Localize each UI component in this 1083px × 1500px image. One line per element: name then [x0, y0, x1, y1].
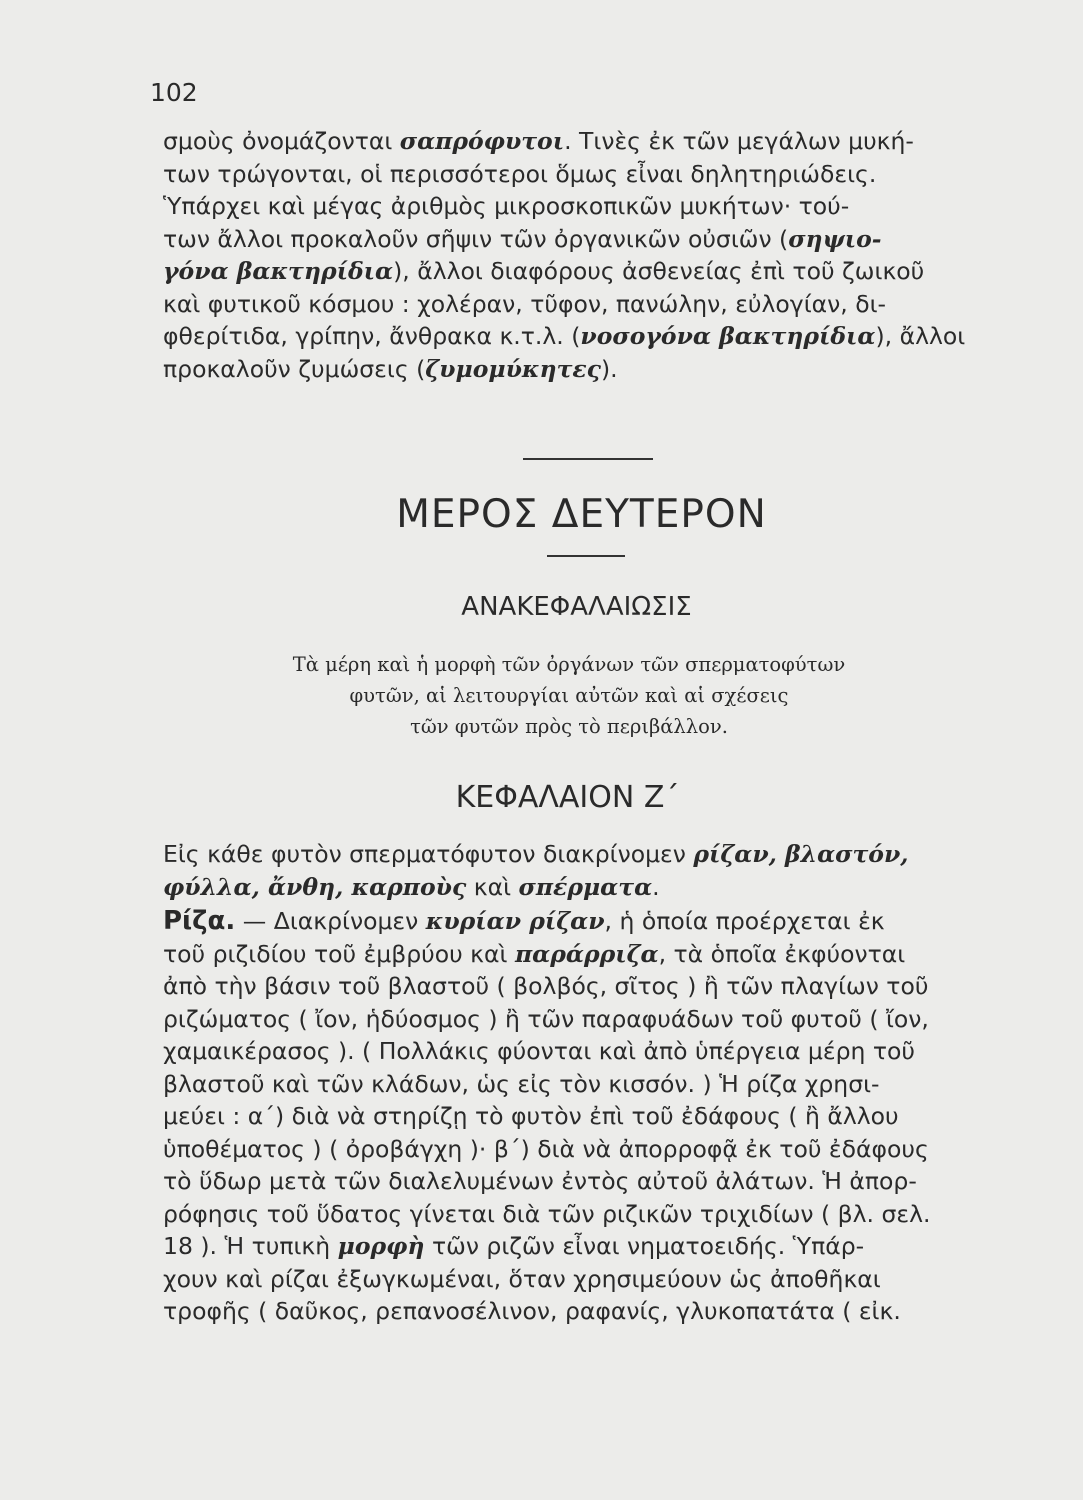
emphasized-term: σηψιο- [788, 224, 882, 253]
emphasized-term: μορφὴ [337, 1232, 425, 1260]
text-line [163, 1035, 1013, 1068]
text-segment: χουν καὶ ρίζαι ἐξωγκωμέναι, ὅταν χρησιμεύουν ὡς ἀποθῆκαι [163, 1264, 881, 1293]
emphasized-term: νοσογόνα βακτηρίδια [580, 322, 876, 350]
text-segment: ), ἄλλοι διαφόρους ἀσθενείας ἐπὶ τοῦ ζωικοῦ [393, 257, 925, 285]
text-line [163, 838, 1013, 871]
emphasized-term: γόνα βακτηρίδια [163, 257, 394, 285]
chapter-title: ΚΕΦΑΛΑΙΟΝ Ζ΄ [455, 780, 680, 815]
text-segment: των τρώγονται, οἱ περισσότεροι ὅμως εἶναι δηλητηριώδεις. [163, 159, 877, 188]
text-segment: καὶ [466, 872, 519, 901]
text-segment: των ἄλλοι προκαλοῦν σῆψιν τῶν ὀργανικῶν οὐσιῶν ( [163, 224, 789, 253]
text-line [163, 223, 1013, 256]
emphasized-term: ρίζαν, βλαστόν, [693, 840, 909, 868]
text-segment: ρόφησις τοῦ ὕδατος γίνεται διὰ τῶν ριζικῶν τριχιδίων ( βλ. σελ. [163, 1199, 931, 1228]
summary-title: ΑΝΑΚΕΦΑΛΑΙΩΣΙΣ [461, 592, 692, 622]
part-title: ΜΕΡΟΣ ΔΕΥΤΕΡΟΝ [396, 492, 767, 537]
text-segment: προκαλοῦν ζυμώσεις ( [163, 354, 426, 383]
text-segment: ριζώματος ( ἴον, ἡδύοσμος ) ἢ τῶν παραφυάδων τοῦ φυτοῦ ( ἴον, [163, 1004, 929, 1033]
chapter-intro-paragraph [163, 838, 1013, 903]
emphasized-term: σαπρόφυτοι [399, 127, 565, 155]
emphasized-term: παράρριζα [514, 939, 659, 968]
emphasized-term: σπέρματα [518, 872, 653, 901]
summary-description [0, 649, 1083, 742]
text-segment: σμοὺς ὀνομάζονται [163, 127, 400, 155]
text-line [163, 1295, 1013, 1328]
text-line [163, 1133, 1013, 1166]
text-segment: ἀπὸ τὴν βάσιν τοῦ βλαστοῦ ( βολβός, σῖτος ) ἢ τῶν πλαγίων τοῦ [163, 972, 929, 1000]
text-line [163, 1263, 1013, 1296]
emphasized-term: κυρίαν ρίζαν [425, 907, 605, 935]
text-line [163, 1165, 1013, 1198]
page-number: 102 [150, 78, 198, 107]
summary-line: φυτῶν, αἱ λειτουργίαι αὐτῶν καὶ αἱ σχέσεις [349, 684, 789, 707]
divider-bottom [547, 555, 625, 557]
text-line [163, 288, 1013, 321]
text-segment: καὶ φυτικοῦ κόσμου : χολέραν, τῦφον, πανώλην, εὐλογίαν, δι- [163, 289, 887, 318]
section-lead: Ρίζα. [163, 906, 236, 936]
text-segment: — Διακρίνομεν [235, 907, 426, 935]
text-line [163, 125, 1013, 158]
text-line [163, 905, 1013, 938]
summary-line: Τὰ μέρη καὶ ἡ μορφὴ τῶν ὀργάνων τῶν σπερματοφύτων [292, 653, 846, 676]
text-line [163, 190, 1013, 223]
text-line [163, 320, 1013, 353]
text-line [163, 938, 1013, 971]
text-line [163, 1068, 1013, 1101]
text-segment: βλαστοῦ καὶ τῶν κλάδων, ὡς εἰς τὸν κισσόν. ) Ἡ ρίζα χρησι- [163, 1069, 880, 1098]
text-segment: Εἰς κάθε φυτὸν σπερματόφυτον διακρίνομεν [163, 840, 694, 868]
text-line [163, 871, 1013, 904]
text-segment: 18 ). Ἡ τυπικὴ [163, 1232, 338, 1260]
text-segment: τοῦ ριζιδίου τοῦ ἐμβρύου καὶ [163, 939, 515, 968]
text-segment: Ὑπάρχει καὶ μέγας ἀριθμὸς μικροσκοπικῶν μυκήτων· τού- [163, 192, 850, 220]
text-segment: ὑποθέματος ) ( ὀροβάγχη )· β΄) διὰ νὰ ἀπορροφᾷ ἐκ τοῦ ἐδάφους [163, 1134, 929, 1163]
text-segment: ). [600, 354, 618, 383]
text-segment: . [652, 872, 660, 901]
text-line [163, 1003, 1013, 1036]
text-segment: τὸ ὕδωρ μετὰ τῶν διαλελυμένων ἐντὸς αὐτοῦ ἀλάτων. Ἡ ἀπορ- [163, 1167, 917, 1195]
text-segment: ), ἄλλοι [875, 322, 966, 350]
text-segment: τροφῆς ( δαῦκος, ρεπανοσέλινον, ραφανίς, γλυκοπατάτα ( εἰκ. [163, 1297, 901, 1325]
emphasized-term: φύλλα, ἄνθη, καρποὺς [163, 872, 467, 901]
text-line [163, 353, 1013, 386]
divider-top [523, 458, 653, 460]
text-line [163, 158, 1013, 191]
text-line [163, 255, 1013, 288]
text-segment: φθερίτιδα, γρίπην, ἄνθρακα κ.τ.λ. ( [163, 322, 581, 350]
text-segment: τῶν ριζῶν εἶναι νηματοειδής. Ὑπάρ- [424, 1232, 865, 1260]
intro-paragraph [163, 125, 1013, 385]
summary-line: τῶν φυτῶν πρὸς τὸ περιβάλλον. [410, 715, 728, 738]
text-segment: , τὰ ὁποῖα ἐκφύονται [658, 939, 906, 968]
root-paragraph [163, 905, 1013, 1328]
text-line [163, 1100, 1013, 1133]
text-segment: χαμαικέρασος ). ( Πολλάκις φύονται καὶ ἀπὸ ὑπέργεια μέρη τοῦ [163, 1037, 915, 1065]
text-line [163, 970, 1013, 1003]
emphasized-term: ζυμομύκητες [425, 354, 601, 383]
text-line [163, 1230, 1013, 1263]
text-segment: . Τινὲς ἐκ τῶν μεγάλων μυκή- [564, 127, 914, 155]
text-segment: , ἡ ὁποία προέρχεται ἐκ [604, 907, 885, 935]
text-segment: μεύει : α΄) διὰ νὰ στηρίζῃ τὸ φυτὸν ἐπὶ τοῦ ἐδάφους ( ἢ ἄλλου [163, 1102, 899, 1130]
text-line [163, 1198, 1013, 1231]
